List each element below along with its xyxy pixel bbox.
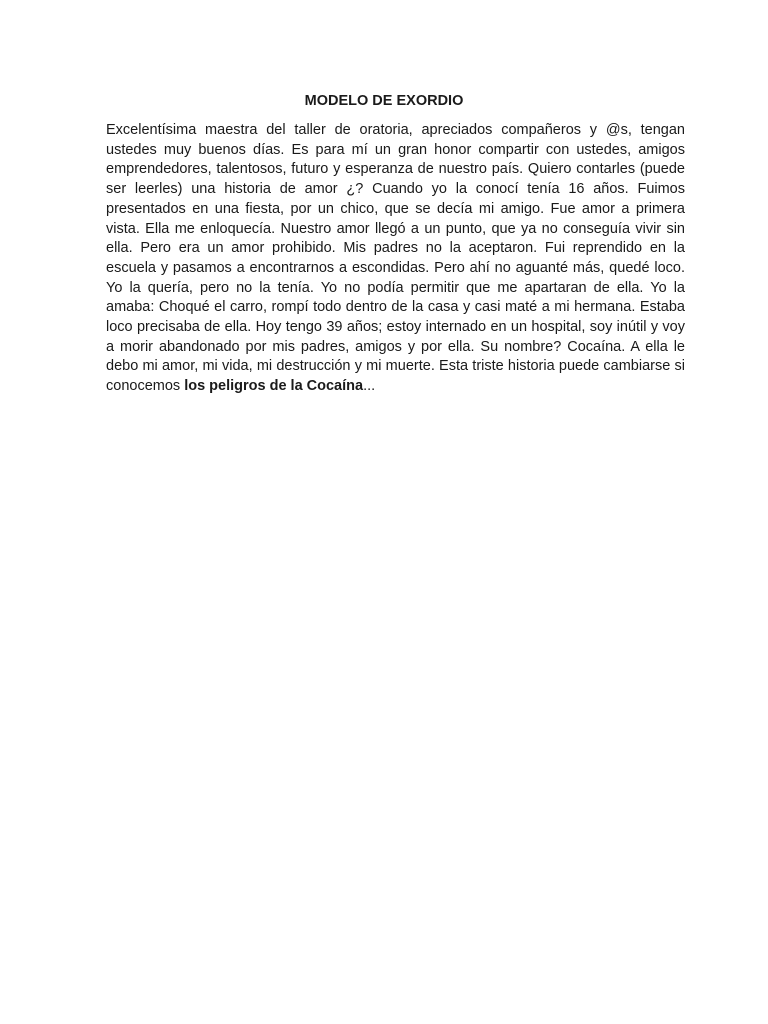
body-ending-ellipsis: ... [363,378,376,395]
body-emphasis-text: los peligros de la Cocaína [184,378,364,395]
document-title: MODELO DE EXORDIO [304,93,464,109]
body-main-text: Excelentísima maestra del taller de oratoria, apreciados compañeros y @s, tengan ustedes muy buenos días. Es para mí un gran honor compartir con ustedes, amigos emprendedores, talentosos, futuro y esperanza de nuestro país. Quiero contarles (puede ser leerles) una historia de amor ¿? Cuando yo la conocí tenía 16 años. Fuimos presentados en una fiesta, por un chico, que se decía mi amigo. Fue amor a primera vista. Ella me enloquecía. Nuestro amor llegó a un punto, que ya no conseguía vivir sin ella. Pero era un amor prohibido. Mis padres no la aceptaron. Fui reprendido en la escuela y pasamos a encontrarnos a escondidas. Pero ahí no aguanté más, quedé loco. Yo la quería, pero no la tenía. Yo no podía permitir que me apartaran de ella. Yo la amaba: Choqué el carro, rompí todo dentro de la casa y casi maté a mi hermana. Estaba loco precisaba de ella. Hoy tengo 39 años; estoy internado en un hospital, soy inútil y voy a morir abandonado por mis padres, amigos y por ella. Su nombre? Cocaína. A ella le debo mi amor, mi vida, mi destrucción y mi muerte. Esta triste historia puede cambiarse si conocemos [106,122,685,395]
document-body-paragraph [106,121,685,397]
